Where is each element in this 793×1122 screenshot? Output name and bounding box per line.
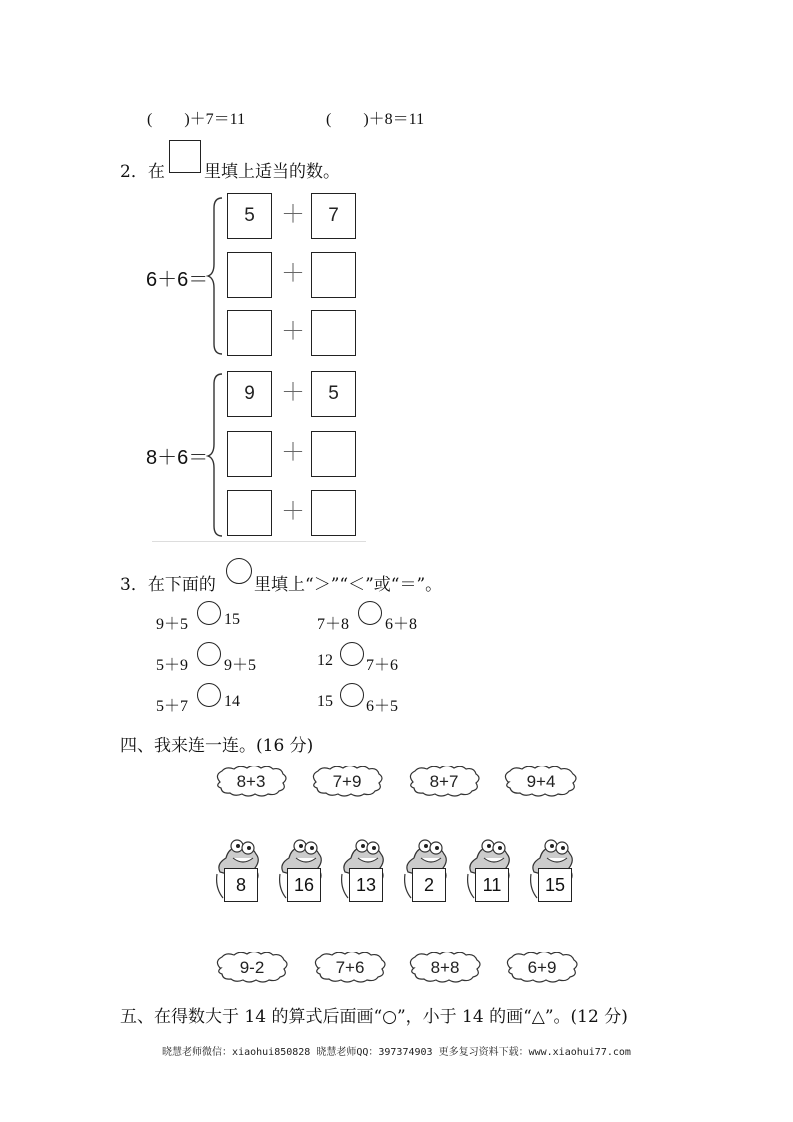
top-cloud-3-label: 8+7 xyxy=(429,772,459,791)
q3-r3-r-left: 15 xyxy=(317,693,333,710)
q3-r1-r-left: 7＋8 xyxy=(317,616,350,633)
q3-heading-circle-icon xyxy=(226,558,252,584)
group1-row3-plus: ＋ xyxy=(281,318,305,345)
q3-r3-r-right: 6＋5 xyxy=(366,698,399,715)
section5-title: 五、在得数大于 14 的算式后面画“○”，小于 14 的画“△”。(12 分) xyxy=(120,1007,628,1027)
frog-card-3-number: 13 xyxy=(349,868,383,902)
bottom-cloud-4-label: 6+9 xyxy=(527,958,557,977)
group1-label: 6＋6＝ xyxy=(146,269,209,291)
bottom-cloud-3-label: 8+8 xyxy=(430,958,460,977)
group2-row1-box-b: 5 xyxy=(311,371,356,417)
group1-row1-box-b: 7 xyxy=(311,193,356,239)
q3-r3-l-circle[interactable] xyxy=(197,683,221,707)
q3-r1-r-circle[interactable] xyxy=(358,601,382,625)
equation-blank-8: ( )＋8＝11 xyxy=(326,111,425,128)
q2-suffix: 里填上适当的数。 xyxy=(204,162,340,182)
bottom-cloud-2[interactable] xyxy=(310,952,390,984)
q2-prefix: 2．在 xyxy=(120,162,165,182)
group1-row3-box-a[interactable] xyxy=(227,310,272,356)
group2-row2-box-b[interactable] xyxy=(311,431,356,477)
group2-brace-icon xyxy=(206,372,226,538)
q2-heading-box-icon xyxy=(169,140,201,173)
group1-row2-box-a[interactable] xyxy=(227,252,272,298)
q3-prefix: 3．在下面的 xyxy=(120,575,216,595)
top-cloud-3[interactable] xyxy=(405,766,483,798)
q2-divider xyxy=(152,541,366,542)
frog-card-6-number: 15 xyxy=(538,868,572,902)
group2-row1-box-a: 9 xyxy=(227,371,272,417)
frog-card-3[interactable] xyxy=(340,834,390,908)
top-cloud-4-label: 9+4 xyxy=(526,772,556,791)
q3-r3-r-circle[interactable] xyxy=(340,683,364,707)
q3-r2-l-left: 5＋9 xyxy=(156,657,189,674)
q3-r2-r-circle[interactable] xyxy=(340,642,364,666)
frog-card-5-number: 11 xyxy=(475,868,509,902)
group2-row2-plus: ＋ xyxy=(281,439,305,466)
group2-row1-plus: ＋ xyxy=(281,379,305,406)
group2-row2-box-a[interactable] xyxy=(227,431,272,477)
q3-r2-r-left: 12 xyxy=(317,652,333,669)
q2-heading-box-base xyxy=(169,172,201,173)
top-cloud-1-label: 8+3 xyxy=(236,772,266,791)
bottom-cloud-3[interactable] xyxy=(405,952,485,984)
group2-row3-box-a[interactable] xyxy=(227,490,272,536)
group1-row1-plus: ＋ xyxy=(281,201,305,228)
top-cloud-1[interactable] xyxy=(212,766,290,798)
group1-row2-box-b[interactable] xyxy=(311,252,356,298)
group2-label: 8＋6＝ xyxy=(146,447,209,469)
frog-card-4[interactable] xyxy=(403,834,453,908)
frog-card-5[interactable] xyxy=(466,834,516,908)
group1-brace-icon xyxy=(206,196,226,356)
group1-row3-box-b[interactable] xyxy=(311,310,356,356)
frog-card-2-number: 16 xyxy=(287,868,321,902)
q3-r1-l-right: 15 xyxy=(224,611,240,628)
bottom-cloud-1[interactable] xyxy=(212,952,292,984)
group2-row3-box-b[interactable] xyxy=(311,490,356,536)
group1-row2-plus: ＋ xyxy=(281,260,305,287)
q3-r1-r-right: 6＋8 xyxy=(385,616,418,633)
group2-row3-plus: ＋ xyxy=(281,498,305,525)
group1-row1-box-a: 5 xyxy=(227,193,272,239)
frog-card-1-number: 8 xyxy=(224,868,258,902)
bottom-cloud-2-label: 7+6 xyxy=(335,958,365,977)
q3-r3-l-left: 5＋7 xyxy=(156,698,189,715)
footer-text: 晓慧老师微信：xiaohui850828 晓慧老师QQ：397374903 更多复习资料下载：www.xiaohui77.com xyxy=(162,1047,631,1058)
frog-card-2[interactable] xyxy=(278,834,328,908)
frog-card-4-number: 2 xyxy=(412,868,446,902)
equation-blank-7: ( )＋7＝11 xyxy=(147,111,246,128)
q3-r2-r-right: 7＋6 xyxy=(366,657,399,674)
q3-r1-l-left: 9＋5 xyxy=(156,616,189,633)
section4-title: 四、我来连一连。(16 分) xyxy=(120,736,314,756)
top-cloud-4[interactable] xyxy=(500,766,582,798)
q3-r3-l-right: 14 xyxy=(224,693,240,710)
frog-card-6[interactable] xyxy=(529,834,579,908)
q3-r2-l-right: 9＋5 xyxy=(224,657,257,674)
top-cloud-2-label: 7+9 xyxy=(332,772,362,791)
q3-suffix: 里填上“＞”“＜”或“＝”。 xyxy=(254,575,443,595)
bottom-cloud-4[interactable] xyxy=(502,952,582,984)
q3-r1-l-circle[interactable] xyxy=(197,601,221,625)
q3-r2-l-circle[interactable] xyxy=(197,642,221,666)
top-cloud-2[interactable] xyxy=(308,766,386,798)
bottom-cloud-1-label: 9-2 xyxy=(239,958,265,977)
frog-card-1[interactable] xyxy=(215,834,265,908)
